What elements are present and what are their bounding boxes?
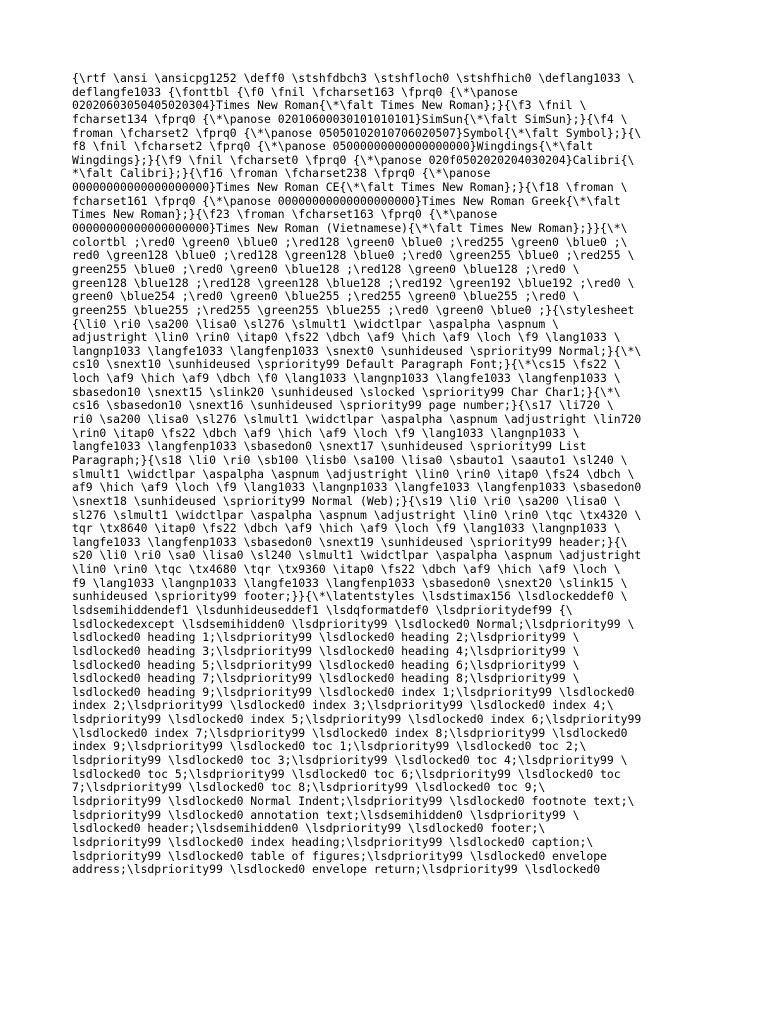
text-line: lsdlocked0 heading 1;\lsdpriority99 \lsdlocked0 heading 2;\lsdpriority99 \ [72, 631, 580, 645]
text-line: fcharset161 \fprq0 {\*\panose 00000000000000000000}Times New Roman Greek{\*\falt [72, 194, 621, 208]
text-line: 00000000000000000000}Times New Roman (Vietnamese){\*\falt Times New Roman};}}{\*\ [72, 222, 628, 236]
text-line: {\rtf \ansi \ansicpg1252 \deff0 \stshfdbch3 \stshfloch0 \stshfhich0 \deflang1033 \ [72, 72, 635, 85]
text-line: lsdlocked0 heading 9;\lsdpriority99 \lsdlocked0 index 1;\lsdpriority99 \lsdlocked0 [72, 685, 635, 699]
text-line: green255 \blue255 ;\red255 \green255 \blue255 ;\red0 \green0 \blue0 ;}{\stylesheet [72, 303, 635, 317]
text-line: Paragraph;}{\s18 \li0 \ri0 \sb100 \lisb0 \sa100 \lisa0 \sbauto1 \saauto1 \sl240 \ [72, 453, 628, 467]
text-line: address;\lsdpriority99 \lsdlocked0 envelope return;\lsdpriority99 \lsdlocked0 [72, 863, 601, 877]
text-line: green128 \blue128 ;\red128 \green128 \blue128 ;\red192 \green192 \blue192 ;\red0 \ [72, 276, 635, 290]
text-line: lsdpriority99 \lsdlocked0 table of figures;\lsdpriority99 \lsdlocked0 envelope [72, 849, 607, 863]
text-line: lsdlocked0 header;\lsdsemihidden0 \lsdpriority99 \lsdlocked0 footer;\ [72, 822, 546, 836]
text-line: lsdlocked0 heading 5;\lsdpriority99 \lsdlocked0 heading 6;\lsdpriority99 \ [72, 658, 580, 672]
text-line: index 2;\lsdpriority99 \lsdlocked0 index 3;\lsdpriority99 \lsdlocked0 index 4;\ [72, 699, 614, 713]
text-line: \lin0 \rin0 \tqc \tx4680 \tqr \tx9360 \itap0 \fs22 \dbch \af9 \hich \af9 \loch \ [72, 563, 621, 577]
text-line: loch \af9 \hich \af9 \dbch \f0 \lang1033 \langnp1033 \langfe1033 \langfenp1033 \ [72, 372, 621, 386]
text-line: index 9;\lsdpriority99 \lsdlocked0 toc 1;\lsdpriority99 \lsdlocked0 toc 2;\ [72, 740, 587, 754]
text-line: sbasedon10 \snext15 \slink20 \sunhideused \slocked \spriority99 Char Char1;}{\*\ [72, 385, 621, 399]
text-line: af9 \hich \af9 \loch \f9 \lang1033 \langnp1033 \langfe1033 \langfenp1033 \sbasedon0 [72, 481, 642, 495]
text-line: colortbl ;\red0 \green0 \blue0 ;\red128 \green0 \blue0 ;\red255 \green0 \blue0 ;\ [72, 235, 628, 249]
text-line: f9 \lang1033 \langnp1033 \langfe1033 \langfenp1033 \sbasedon0 \snext20 \slink15 \ [72, 576, 628, 590]
text-line: 00000000000000000000}Times New Roman CE{\*\falt Times New Roman};}{\f18 \froman \ [72, 181, 628, 195]
text-line: langnp1033 \langfe1033 \langfenp1033 \snext0 \sunhideused \spriority99 Normal;}{\*\ [72, 344, 642, 358]
text-line: f8 \fnil \fcharset2 \fprq0 {\*\panose 05000000000000000000}Wingdings{\*\falt [72, 140, 594, 154]
text-line: lsdsemihiddendef1 \lsdunhideuseddef1 \lsdqformatdef0 \lsdprioritydef99 {\ [72, 603, 573, 617]
text-line: *\falt Calibri};}{\f16 \froman \fcharset238 \fprq0 {\*\panose [72, 167, 491, 181]
text-line: {\li0 \ri0 \sa200 \lisa0 \sl276 \slmult1 \widctlpar \aspalpha \aspnum \ [72, 317, 559, 331]
text-line: lsdpriority99 \lsdlocked0 index heading;\lsdpriority99 \lsdlocked0 caption;\ [72, 835, 594, 849]
text-line: red0 \green128 \blue0 ;\red128 \green128 \blue0 ;\red0 \green255 \blue0 ;\red255 \ [72, 249, 635, 263]
text-line: sunhideused \spriority99 footer;}}{\*\latentstyles \lsdstimax156 \lsdlockeddef0 \ [72, 590, 628, 604]
text-line: sl276 \slmult1 \widctlpar \aspalpha \aspnum \adjustright \lin0 \rin0 \tqc \tx4320 \ [72, 508, 642, 522]
text-line: lsdpriority99 \lsdlocked0 index 5;\lsdpriority99 \lsdlocked0 index 6;\lsdpriority99 [72, 713, 642, 727]
text-line: s20 \li0 \ri0 \sa0 \lisa0 \sl240 \slmult1 \widctlpar \aspalpha \aspnum \adjustright [72, 549, 642, 563]
text-line: green255 \blue0 ;\red0 \green0 \blue128 ;\red128 \green0 \blue128 ;\red0 \ [72, 262, 580, 276]
text-line: lsdpriority99 \lsdlocked0 toc 3;\lsdpriority99 \lsdlocked0 toc 4;\lsdpriority99 \ [72, 754, 628, 768]
text-line: deflangfe1033 {\fonttbl {\f0 \fnil \fcharset163 \fprq0 {\*\panose [72, 85, 518, 99]
text-line: lsdlockedexcept \lsdsemihidden0 \lsdpriority99 \lsdlocked0 Normal;\lsdpriority99 \ [72, 617, 635, 631]
text-line: fcharset134 \fprq0 {\*\panose 02010600030101010101}SimSun{\*\falt SimSun};}{\f4 \ [72, 112, 628, 126]
text-line: 7;\lsdpriority99 \lsdlocked0 toc 8;\lsdpriority99 \lsdlocked0 toc 9;\ [72, 781, 546, 795]
text-line: lsdlocked0 heading 7;\lsdpriority99 \lsdlocked0 heading 8;\lsdpriority99 \ [72, 672, 580, 686]
text-line: \rin0 \itap0 \fs22 \dbch \af9 \hich \af9 \loch \f9 \lang1033 \langnp1033 \ [72, 426, 580, 440]
text-line: froman \fcharset2 \fprq0 {\*\panose 05050102010706020507}Symbol{\*\falt Symbol};}{\ [72, 126, 642, 140]
text-line: lsdlocked0 heading 3;\lsdpriority99 \lsdlocked0 heading 4;\lsdpriority99 \ [72, 644, 580, 658]
text-line: cs10 \snext10 \sunhideused \spriority99 Default Paragraph Font;}{\*\cs15 \fs22 \ [72, 358, 621, 372]
text-line: tqr \tx8640 \itap0 \fs22 \dbch \af9 \hich \af9 \loch \f9 \lang1033 \langnp1033 \ [72, 522, 621, 536]
text-line: cs16 \sbasedon10 \snext16 \sunhideused \spriority99 page number;}{\s17 \li720 \ [72, 399, 614, 413]
text-line: \snext18 \sunhideused \spriority99 Normal (Web);}{\s19 \li0 \ri0 \sa200 \lisa0 \ [72, 494, 621, 508]
text-line: ri0 \sa200 \lisa0 \sl276 \slmult1 \widctlpar \aspalpha \aspnum \adjustright \lin720 [72, 413, 642, 427]
text-line: 02020603050405020304}Times New Roman{\*\falt Times New Roman};}{\f3 \fnil \ [72, 99, 587, 113]
text-line: Times New Roman};}{\f23 \froman \fcharset163 \fprq0 {\*\panose [72, 208, 498, 222]
text-line: Wingdings};}{\f9 \fnil \fcharset0 \fprq0 {\*\panose 020f0502020204030204}Calibri{\ [72, 153, 635, 167]
text-line: green0 \blue254 ;\red0 \green0 \blue255 ;\red255 \green0 \blue255 ;\red0 \ [72, 290, 580, 304]
text-line: lsdpriority99 \lsdlocked0 Normal Indent;\lsdpriority99 \lsdlocked0 footnote text;\ [72, 794, 635, 808]
text-line: langfe1033 \langfenp1033 \sbasedon0 \snext19 \sunhideused \spriority99 header;}{\ [72, 535, 628, 549]
text-line: \lsdlocked0 index 7;\lsdpriority99 \lsdlocked0 index 8;\lsdpriority99 \lsdlocked0 [72, 726, 628, 740]
text-line: langfe1033 \langfenp1033 \sbasedon0 \snext17 \sunhideused \spriority99 List [72, 440, 587, 454]
text-line: lsdlocked0 toc 5;\lsdpriority99 \lsdlocked0 toc 6;\lsdpriority99 \lsdlocked0 toc [72, 767, 621, 781]
rtf-source-text [72, 72, 702, 877]
text-line: lsdpriority99 \lsdlocked0 annotation text;\lsdsemihidden0 \lsdpriority99 \ [72, 808, 580, 822]
text-line: adjustright \lin0 \rin0 \itap0 \fs22 \dbch \af9 \hich \af9 \loch \f9 \lang1033 \ [72, 331, 621, 345]
text-line: slmult1 \widctlpar \aspalpha \aspnum \adjustright \lin0 \rin0 \itap0 \fs24 \dbch \ [72, 467, 635, 481]
